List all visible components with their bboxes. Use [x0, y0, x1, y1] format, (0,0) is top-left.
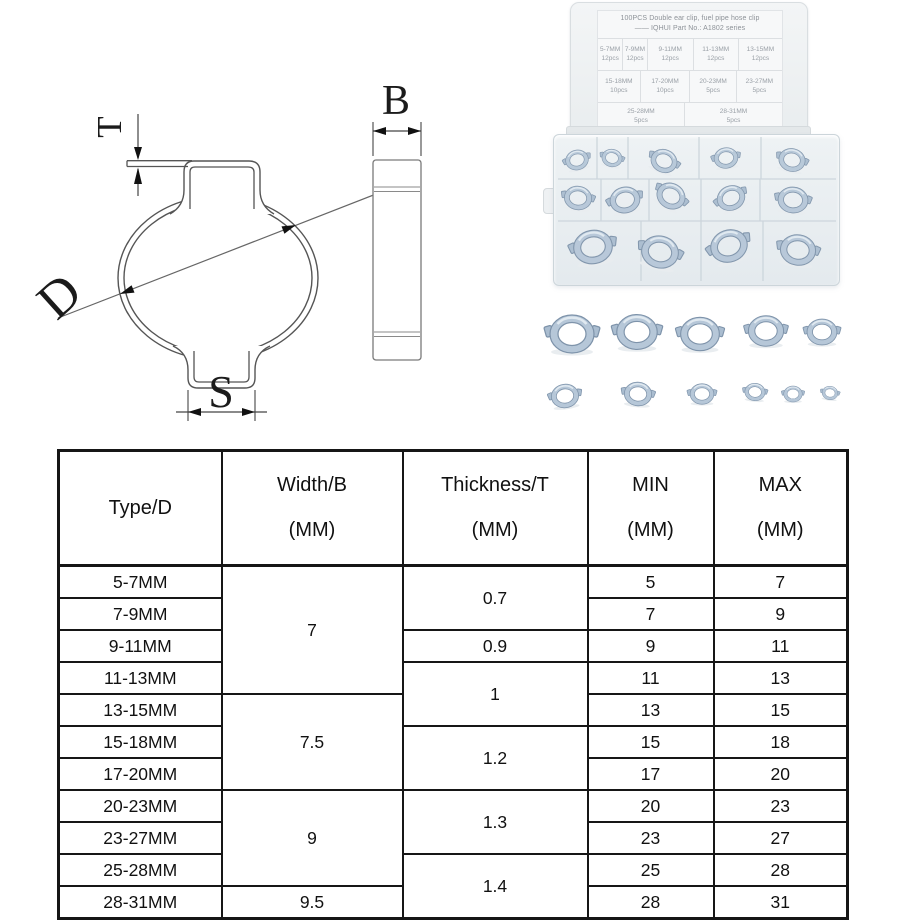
label-cell: 9-11MM 12pcs — [648, 39, 694, 70]
label-cell: 28-31MM 5pcs — [719, 107, 748, 124]
table-header-row — [59, 451, 848, 566]
col-header-thickness: Thickness/T (MM) — [403, 451, 588, 566]
clamps-row-small — [546, 380, 841, 411]
clamps-row-large — [544, 315, 841, 356]
col-header-max: MAX (MM) — [714, 451, 848, 566]
table-row: 23-27MM 23 27 — [59, 822, 848, 854]
label-cell: 25-28MM 5pcs — [598, 103, 685, 129]
table-row: 15-18MM 1.2 15 18 — [59, 726, 848, 758]
label-cell: 11-13MM 12pcs — [694, 39, 739, 70]
table-row: 28-31MM 9.5 28 31 — [59, 886, 848, 919]
table-row: 11-13MM 1 11 13 — [59, 662, 848, 694]
box-title-line2: —— IQHUI Part No.: A1802 series — [634, 25, 746, 33]
table-row: 5-7MM 7 0.7 5 7 — [59, 566, 848, 599]
table-row: 7-9MM 7 9 — [59, 598, 848, 630]
table-row: 25-28MM 1.4 25 28 — [59, 854, 848, 886]
band-width-label: B — [381, 78, 411, 124]
table-row: 13-15MM 7.5 13 15 — [59, 694, 848, 726]
table-row: 17-20MM 17 20 — [59, 758, 848, 790]
product-photo — [0, 0, 900, 445]
label-cell: 13-15MM 12pcs — [746, 46, 775, 63]
spec-table — [57, 449, 849, 920]
label-cell: 23-27MM 5pcs — [745, 78, 774, 95]
ear-width-label: S — [208, 366, 234, 417]
label-cell: 15-18MM 10pcs — [598, 71, 641, 102]
table-row: 9-11MM 0.9 9 11 — [59, 630, 848, 662]
box-title-line1: 100PCS Double ear clip, fuel pipe hose clip — [620, 15, 760, 22]
col-header-min: MIN (MM) — [588, 451, 714, 566]
col-header-width: Width/B (MM) — [222, 451, 403, 566]
clamps-artwork — [0, 0, 900, 445]
label-cell: 20-23MM 5pcs — [690, 71, 736, 102]
label-cell: 5-7MM 12pcs — [598, 39, 623, 70]
label-cell: 7-9MM 12pcs — [623, 39, 647, 70]
clamps-in-box — [559, 144, 823, 275]
label-cell: 17-20MM 10pcs — [641, 71, 691, 102]
diameter-label: D — [26, 262, 93, 331]
col-header-type: Type/D — [59, 451, 222, 566]
thickness-label: T — [90, 116, 129, 138]
table-row: 20-23MM 9 1.3 20 23 — [59, 790, 848, 822]
